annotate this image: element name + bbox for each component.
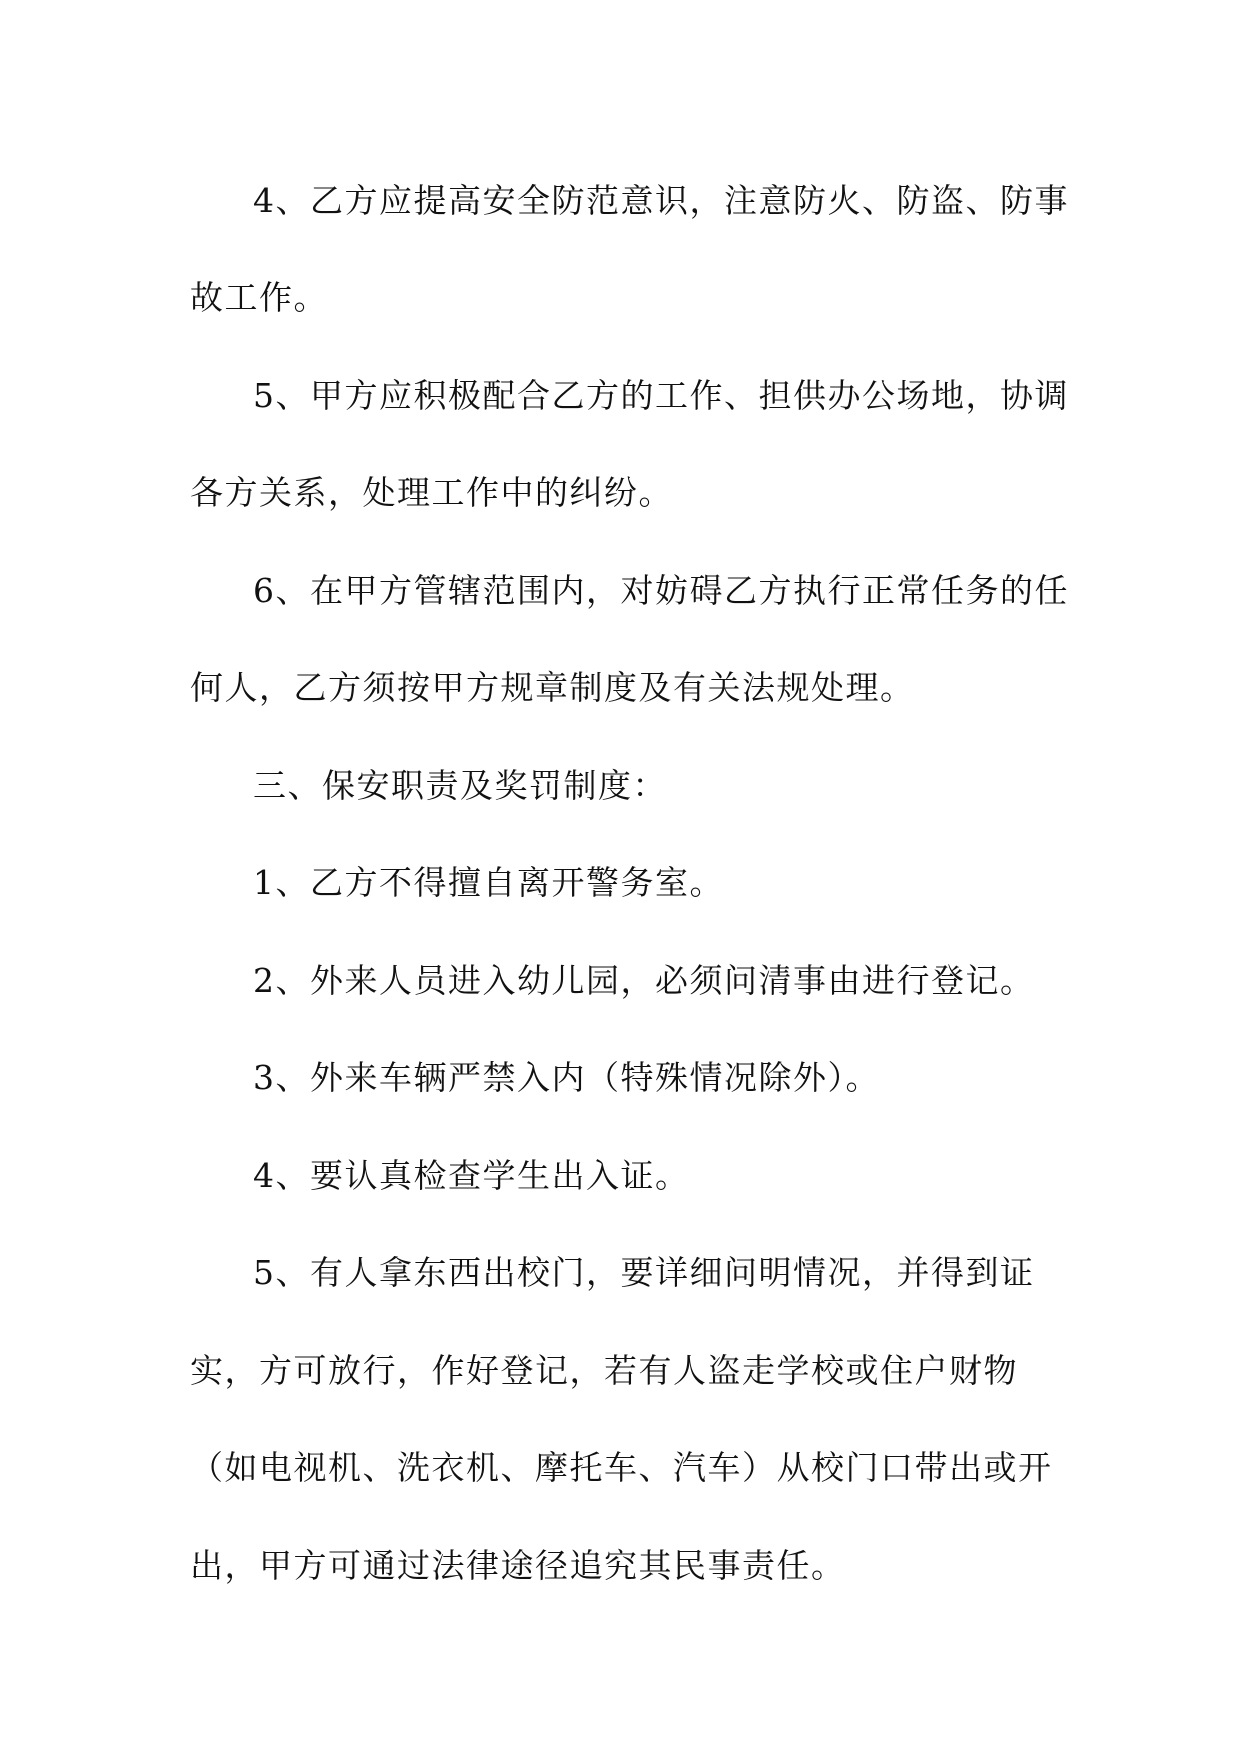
duty-1: 1、乙方不得擅自离开警务室。	[253, 863, 724, 902]
clause-6-line-2: 何人，乙方须按甲方规章制度及有关法规处理。	[190, 668, 915, 707]
duty-5-line-1: 5、有人拿东西出校门，要详细问明情况，并得到证	[253, 1253, 1035, 1292]
clause-4-line-1: 4、乙方应提高安全防范意识，注意防火、防盗、防事	[253, 181, 1069, 220]
clause-6-line-1: 6、在甲方管辖范围内，对妨碍乙方执行正常任务的任	[253, 571, 1069, 610]
duty-5-line-3: （如电视机、洗衣机、摩托车、汽车）从校门口带出或开	[190, 1448, 1053, 1487]
duty-5-line-4: 出，甲方可通过法律途径追究其民事责任。	[190, 1546, 846, 1585]
duty-3: 3、外来车辆严禁入内（特殊情况除外）。	[253, 1058, 880, 1097]
duty-5-line-2: 实，方可放行，作好登记，若有人盗走学校或住户财物	[190, 1351, 1018, 1390]
duty-4: 4、要认真检查学生出入证。	[253, 1156, 690, 1195]
clause-5-line-1: 5、甲方应积极配合乙方的工作、担供办公场地，协调	[253, 376, 1069, 415]
clause-4-line-2: 故工作。	[190, 278, 328, 317]
section-heading: 三、保安职责及奖罚制度：	[253, 766, 667, 805]
clause-5-line-2: 各方关系，处理工作中的纠纷。	[190, 473, 673, 512]
duty-2: 2、外来人员进入幼儿园，必须问清事由进行登记。	[253, 961, 1035, 1000]
